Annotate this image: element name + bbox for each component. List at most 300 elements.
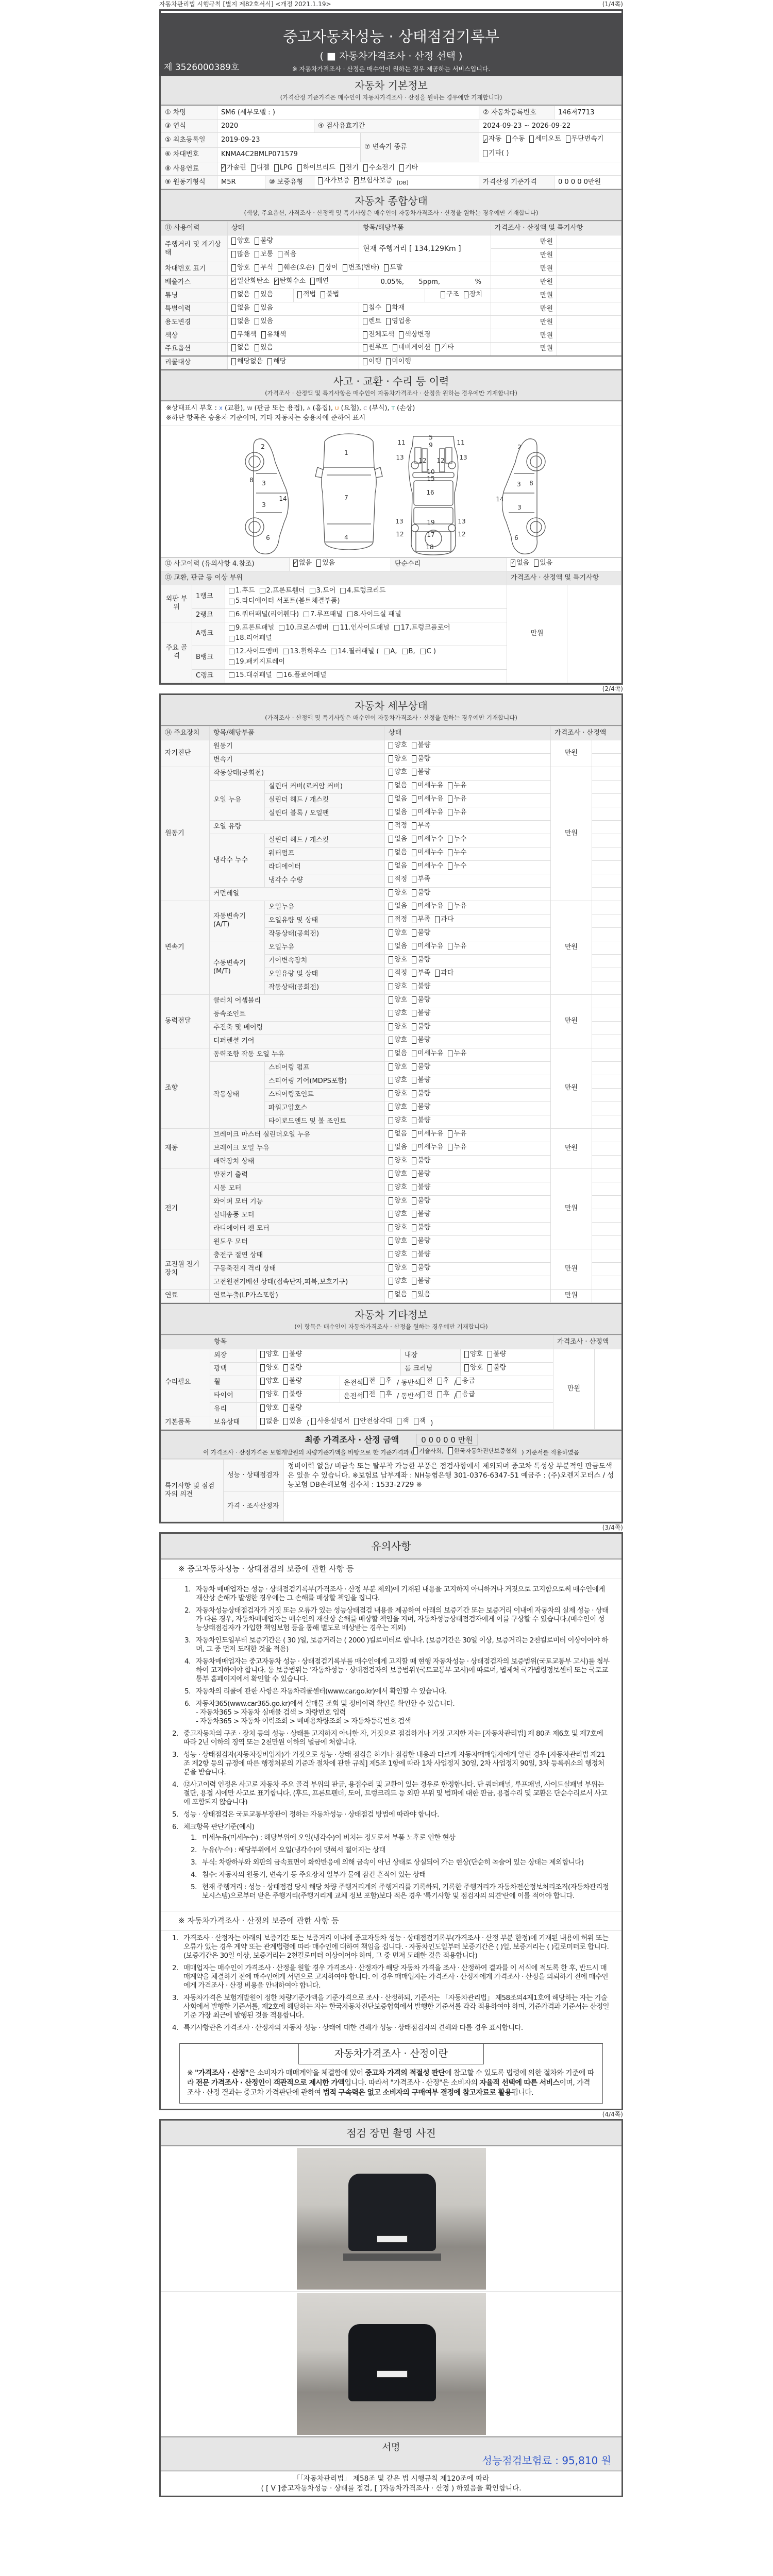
checkbox[interactable] xyxy=(229,625,234,631)
checkbox-option[interactable] xyxy=(386,317,411,326)
checkbox-option[interactable] xyxy=(483,133,501,145)
checkbox[interactable] xyxy=(412,943,416,950)
checkbox-option[interactable] xyxy=(389,1009,407,1018)
checkbox[interactable] xyxy=(389,849,393,856)
checkbox-option[interactable] xyxy=(414,1417,426,1426)
checkbox[interactable] xyxy=(221,164,226,172)
checkbox-option[interactable] xyxy=(389,1197,407,1205)
checkbox[interactable] xyxy=(389,1184,393,1191)
checkbox[interactable] xyxy=(316,560,321,567)
checkbox[interactable] xyxy=(389,1157,393,1164)
price-note[interactable] xyxy=(592,1088,621,1101)
price-note[interactable] xyxy=(557,276,621,289)
checkbox-option[interactable] xyxy=(389,835,407,843)
checkbox[interactable] xyxy=(231,291,236,298)
checkbox-option[interactable] xyxy=(260,586,305,596)
checkbox-option[interactable] xyxy=(389,1291,407,1299)
checkbox[interactable] xyxy=(380,1378,384,1385)
checkbox[interactable] xyxy=(389,1037,393,1044)
price-note[interactable] xyxy=(592,847,621,860)
checkbox-option[interactable] xyxy=(389,1277,407,1285)
price-note[interactable] xyxy=(592,1168,621,1182)
checkbox[interactable] xyxy=(412,1130,416,1138)
checkbox-option[interactable] xyxy=(412,1103,430,1111)
checkbox[interactable] xyxy=(231,331,236,338)
price-note[interactable] xyxy=(557,249,621,262)
checkbox[interactable] xyxy=(231,358,236,365)
checkbox-option[interactable] xyxy=(274,277,306,285)
checkbox-option[interactable] xyxy=(310,277,329,285)
checkbox-option[interactable] xyxy=(231,277,270,285)
checkbox-option[interactable] xyxy=(412,1009,430,1018)
checkbox-option[interactable] xyxy=(421,1377,433,1385)
checkbox-option[interactable] xyxy=(278,250,296,259)
checkbox-option[interactable] xyxy=(464,291,482,299)
checkbox[interactable] xyxy=(343,264,347,272)
checkbox[interactable] xyxy=(412,956,416,963)
checkbox-option[interactable] xyxy=(229,647,278,656)
checkbox-option[interactable] xyxy=(343,264,379,272)
checkbox-option[interactable] xyxy=(389,942,407,951)
checkbox[interactable] xyxy=(380,1391,384,1398)
checkbox-option[interactable] xyxy=(274,164,293,172)
checkbox-option[interactable] xyxy=(384,647,397,656)
checkbox[interactable] xyxy=(448,903,452,910)
checkbox[interactable] xyxy=(412,1037,416,1044)
checkbox[interactable] xyxy=(421,1391,425,1398)
checkbox-option[interactable] xyxy=(412,969,430,977)
checkbox[interactable] xyxy=(412,755,416,762)
checkbox[interactable] xyxy=(279,625,284,631)
checkbox-option[interactable] xyxy=(389,1210,407,1218)
checkbox[interactable] xyxy=(389,809,393,816)
checkbox-option[interactable] xyxy=(386,358,411,366)
checkbox[interactable] xyxy=(448,862,452,870)
checkbox[interactable] xyxy=(448,849,452,856)
checkbox[interactable] xyxy=(274,278,279,285)
checkbox-option[interactable] xyxy=(229,657,285,667)
checkbox-option[interactable] xyxy=(412,1090,430,1098)
checkbox[interactable] xyxy=(229,612,234,617)
checkbox-option[interactable] xyxy=(311,1417,349,1426)
checkbox[interactable] xyxy=(412,1224,416,1231)
checkbox[interactable] xyxy=(488,1364,492,1371)
checkbox-option[interactable] xyxy=(412,835,443,843)
price-note[interactable] xyxy=(592,1048,621,1061)
checkbox[interactable] xyxy=(255,251,259,258)
checkbox[interactable] xyxy=(389,929,393,937)
checkbox-option[interactable] xyxy=(283,1404,302,1412)
checkbox[interactable] xyxy=(310,588,315,594)
price-note[interactable] xyxy=(592,1276,621,1289)
checkbox[interactable] xyxy=(229,659,234,665)
checkbox-option[interactable] xyxy=(412,822,430,830)
checkbox-option[interactable] xyxy=(412,996,430,1004)
checkbox-option[interactable] xyxy=(448,782,466,790)
checkbox[interactable] xyxy=(389,769,393,776)
price-note[interactable] xyxy=(592,1128,621,1142)
checkbox[interactable] xyxy=(386,304,391,312)
checkbox-option[interactable] xyxy=(566,133,604,145)
checkbox-option[interactable] xyxy=(389,1103,407,1111)
checkbox-option[interactable] xyxy=(412,1250,430,1259)
checkbox-option[interactable] xyxy=(488,1350,506,1359)
checkbox[interactable] xyxy=(389,889,393,896)
appraiser-opinion[interactable] xyxy=(284,1492,621,1521)
checkbox-option[interactable] xyxy=(389,1224,407,1232)
checkbox-option[interactable] xyxy=(412,795,443,803)
checkbox-option[interactable] xyxy=(363,317,381,326)
price-note[interactable] xyxy=(592,1155,621,1168)
checkbox-option[interactable] xyxy=(389,782,407,790)
price-note[interactable] xyxy=(557,302,621,316)
checkbox-option[interactable] xyxy=(448,835,466,843)
checkbox[interactable] xyxy=(483,135,488,143)
checkbox[interactable] xyxy=(255,291,259,298)
checkbox[interactable] xyxy=(412,795,416,803)
checkbox-option[interactable] xyxy=(464,1364,483,1372)
checkbox[interactable] xyxy=(412,1010,416,1017)
checkbox[interactable] xyxy=(384,649,390,654)
checkbox[interactable] xyxy=(412,1291,416,1298)
checkbox-option[interactable] xyxy=(412,1023,430,1031)
checkbox-option[interactable] xyxy=(389,862,407,870)
checkbox-option[interactable] xyxy=(389,902,407,910)
checkbox-option[interactable] xyxy=(255,304,273,312)
checkbox-option[interactable] xyxy=(412,849,443,857)
price-note[interactable] xyxy=(557,262,621,276)
checkbox[interactable] xyxy=(229,649,234,654)
checkbox[interactable] xyxy=(529,135,534,143)
checkbox[interactable] xyxy=(402,649,408,654)
checkbox-option[interactable] xyxy=(389,929,407,937)
checkbox-option[interactable] xyxy=(412,916,430,924)
price-note[interactable] xyxy=(592,1209,621,1222)
checkbox[interactable] xyxy=(412,1211,416,1218)
checkbox[interactable] xyxy=(412,889,416,896)
price-note[interactable] xyxy=(592,1101,621,1115)
checkbox[interactable] xyxy=(389,1144,393,1151)
checkbox[interactable] xyxy=(412,769,416,776)
checkbox-option[interactable] xyxy=(389,808,407,817)
checkbox[interactable] xyxy=(412,1278,416,1285)
checkbox-option[interactable] xyxy=(412,1130,443,1138)
checkbox[interactable] xyxy=(311,1418,316,1425)
checkbox[interactable] xyxy=(412,983,416,990)
price-note[interactable] xyxy=(592,914,621,927)
price-note[interactable] xyxy=(592,1262,621,1276)
checkbox-option[interactable] xyxy=(260,1377,279,1385)
price-note[interactable] xyxy=(592,793,621,807)
checkbox[interactable] xyxy=(260,1391,265,1398)
checkbox[interactable] xyxy=(260,1378,265,1385)
price-note[interactable] xyxy=(595,1349,621,1429)
checkbox[interactable] xyxy=(412,1090,416,1097)
checkbox[interactable] xyxy=(483,150,488,157)
checkbox-option[interactable] xyxy=(255,237,273,245)
checkbox-option[interactable] xyxy=(412,1036,430,1044)
checkbox[interactable] xyxy=(457,1378,461,1385)
checkbox-option[interactable] xyxy=(389,1157,407,1165)
checkbox-option[interactable] xyxy=(448,808,466,817)
checkbox[interactable] xyxy=(448,1447,453,1454)
checkbox-option[interactable] xyxy=(260,1417,279,1426)
checkbox-option[interactable] xyxy=(229,671,272,680)
checkbox-option[interactable] xyxy=(435,344,453,352)
price-note[interactable] xyxy=(557,235,621,249)
checkbox[interactable] xyxy=(260,1418,265,1425)
checkbox-option[interactable] xyxy=(283,1350,302,1359)
checkbox[interactable] xyxy=(412,1197,416,1205)
checkbox-option[interactable] xyxy=(380,1391,392,1399)
checkbox-option[interactable] xyxy=(363,1391,376,1399)
checkbox[interactable] xyxy=(412,1238,416,1245)
checkbox-option[interactable] xyxy=(448,942,466,951)
price-note[interactable] xyxy=(592,1195,621,1209)
checkbox[interactable] xyxy=(438,1391,442,1398)
price-note[interactable] xyxy=(592,767,621,780)
checkbox[interactable] xyxy=(260,588,265,594)
checkbox-option[interactable] xyxy=(534,559,552,567)
checkbox-option[interactable] xyxy=(221,164,246,172)
checkbox[interactable] xyxy=(297,291,302,298)
checkbox[interactable] xyxy=(363,1391,368,1398)
checkbox[interactable] xyxy=(412,1157,416,1164)
checkbox-option[interactable] xyxy=(412,982,430,991)
checkbox[interactable] xyxy=(321,291,325,298)
checkbox-option[interactable] xyxy=(393,344,431,352)
checkbox[interactable] xyxy=(260,1364,265,1371)
checkbox-option[interactable] xyxy=(448,1130,466,1138)
checkbox[interactable] xyxy=(448,1130,452,1138)
checkbox-option[interactable] xyxy=(297,164,335,172)
checkbox[interactable] xyxy=(412,1117,416,1124)
checkbox[interactable] xyxy=(457,1391,461,1398)
checkbox-option[interactable] xyxy=(293,559,312,567)
checkbox[interactable] xyxy=(412,1171,416,1178)
price-note[interactable] xyxy=(592,1182,621,1195)
checkbox-option[interactable] xyxy=(363,164,395,172)
checkbox-option[interactable] xyxy=(255,317,273,326)
checkbox[interactable] xyxy=(412,996,416,1004)
checkbox[interactable] xyxy=(278,264,282,272)
checkbox[interactable] xyxy=(231,264,236,272)
checkbox[interactable] xyxy=(320,264,324,272)
checkbox[interactable] xyxy=(389,1063,393,1071)
checkbox[interactable] xyxy=(412,782,416,789)
checkbox[interactable] xyxy=(420,649,426,654)
checkbox-option[interactable] xyxy=(511,559,529,567)
checkbox[interactable] xyxy=(399,331,404,338)
checkbox-option[interactable] xyxy=(283,1377,302,1385)
checkbox[interactable] xyxy=(412,1264,416,1272)
price-note[interactable] xyxy=(592,860,621,874)
checkbox[interactable] xyxy=(412,1023,416,1030)
checkbox[interactable] xyxy=(363,304,367,312)
price-note[interactable] xyxy=(592,834,621,847)
checkbox-option[interactable] xyxy=(229,610,299,619)
price-note[interactable] xyxy=(592,994,621,1008)
checkbox[interactable] xyxy=(340,164,345,172)
checkbox[interactable] xyxy=(412,1077,416,1084)
checkbox[interactable] xyxy=(389,1104,393,1111)
checkbox-option[interactable] xyxy=(283,1417,302,1426)
price-note[interactable] xyxy=(557,316,621,329)
checkbox-option[interactable] xyxy=(229,597,340,606)
checkbox-option[interactable] xyxy=(441,291,459,299)
checkbox[interactable] xyxy=(231,318,236,325)
checkbox[interactable] xyxy=(412,836,416,843)
checkbox-option[interactable] xyxy=(412,1076,430,1084)
checkbox-option[interactable] xyxy=(389,1076,407,1084)
checkbox-option[interactable] xyxy=(321,291,339,299)
price-note[interactable] xyxy=(592,927,621,941)
checkbox[interactable] xyxy=(255,344,259,351)
checkbox[interactable] xyxy=(389,1171,393,1178)
checkbox[interactable] xyxy=(412,1184,416,1191)
price-note[interactable] xyxy=(592,1249,621,1262)
checkbox-option[interactable] xyxy=(261,331,287,339)
checkbox[interactable] xyxy=(389,1264,393,1272)
checkbox[interactable] xyxy=(438,1378,442,1385)
checkbox[interactable] xyxy=(229,636,234,641)
checkbox-option[interactable] xyxy=(389,1183,407,1192)
checkbox-option[interactable] xyxy=(412,1116,430,1125)
checkbox-option[interactable] xyxy=(435,916,453,924)
checkbox[interactable] xyxy=(318,177,323,184)
checkbox[interactable] xyxy=(283,1404,288,1412)
checkbox-option[interactable] xyxy=(389,1116,407,1125)
checkbox-option[interactable] xyxy=(340,586,385,596)
checkbox[interactable] xyxy=(393,344,397,351)
checkbox-option[interactable] xyxy=(283,1391,302,1399)
checkbox-option[interactable] xyxy=(399,331,430,339)
checkbox-option[interactable] xyxy=(297,291,316,299)
checkbox-option[interactable] xyxy=(231,317,250,326)
checkbox[interactable] xyxy=(389,1050,393,1057)
checkbox-option[interactable] xyxy=(229,634,272,643)
checkbox[interactable] xyxy=(412,862,416,870)
checkbox[interactable] xyxy=(261,331,266,338)
checkbox-option[interactable] xyxy=(255,291,273,299)
checkbox-option[interactable] xyxy=(389,1170,407,1178)
checkbox[interactable] xyxy=(229,599,234,604)
checkbox[interactable] xyxy=(231,344,236,351)
checkbox-option[interactable] xyxy=(278,264,314,272)
checkbox[interactable] xyxy=(389,1010,393,1017)
checkbox[interactable] xyxy=(412,822,416,829)
checkbox-option[interactable] xyxy=(389,822,407,830)
checkbox[interactable] xyxy=(389,1251,393,1258)
checkbox-option[interactable] xyxy=(333,623,390,633)
checkbox[interactable] xyxy=(389,943,393,950)
price-note[interactable] xyxy=(592,901,621,914)
checkbox-option[interactable] xyxy=(231,344,250,352)
checkbox[interactable] xyxy=(255,264,259,272)
checkbox-option[interactable] xyxy=(363,331,394,339)
checkbox-option[interactable] xyxy=(412,768,430,776)
checkbox-option[interactable] xyxy=(260,1391,279,1399)
checkbox-option[interactable] xyxy=(412,741,430,750)
price-note[interactable] xyxy=(592,780,621,793)
checkbox[interactable] xyxy=(267,358,272,365)
price-note[interactable] xyxy=(592,1008,621,1021)
checkbox[interactable] xyxy=(260,1351,265,1358)
checkbox[interactable] xyxy=(384,264,389,272)
checkbox[interactable] xyxy=(304,612,309,617)
checkbox-option[interactable] xyxy=(389,1049,407,1058)
checkbox[interactable] xyxy=(293,560,298,567)
checkbox-option[interactable] xyxy=(438,1391,450,1399)
checkbox[interactable] xyxy=(255,304,259,312)
price-note[interactable] xyxy=(592,981,621,994)
checkbox[interactable] xyxy=(389,903,393,910)
checkbox-option[interactable] xyxy=(255,250,273,259)
checkbox-option[interactable] xyxy=(389,956,407,964)
checkbox-option[interactable] xyxy=(389,1143,407,1151)
checkbox-option[interactable] xyxy=(413,1447,444,1455)
checkbox-option[interactable] xyxy=(389,1023,407,1031)
checkbox[interactable] xyxy=(363,164,368,172)
checkbox-option[interactable] xyxy=(448,902,466,910)
checkbox-option[interactable] xyxy=(397,1417,409,1426)
checkbox-option[interactable] xyxy=(251,164,270,172)
price-note[interactable] xyxy=(567,585,621,683)
checkbox-option[interactable] xyxy=(389,795,407,803)
checkbox-option[interactable] xyxy=(389,1264,407,1272)
checkbox[interactable] xyxy=(389,1130,393,1138)
checkbox[interactable] xyxy=(363,318,367,325)
price-note[interactable] xyxy=(592,820,621,834)
checkbox[interactable] xyxy=(389,876,393,883)
checkbox[interactable] xyxy=(283,1418,288,1425)
checkbox-option[interactable] xyxy=(438,1377,450,1385)
price-note[interactable] xyxy=(592,1035,621,1048)
checkbox-option[interactable] xyxy=(412,1049,443,1058)
checkbox-option[interactable] xyxy=(279,623,328,633)
checkbox[interactable] xyxy=(386,358,391,365)
checkbox-option[interactable] xyxy=(448,1143,466,1151)
checkbox-option[interactable] xyxy=(260,1350,279,1359)
checkbox-option[interactable] xyxy=(231,304,250,312)
checkbox-option[interactable] xyxy=(318,177,349,185)
checkbox-option[interactable] xyxy=(394,623,450,633)
checkbox[interactable] xyxy=(448,943,452,950)
checkbox[interactable] xyxy=(363,344,367,351)
checkbox-option[interactable] xyxy=(363,344,388,352)
checkbox[interactable] xyxy=(274,164,279,172)
checkbox-option[interactable] xyxy=(412,1157,430,1165)
checkbox-option[interactable] xyxy=(412,875,430,884)
checkbox[interactable] xyxy=(435,344,440,351)
checkbox-option[interactable] xyxy=(267,358,286,366)
price-note[interactable] xyxy=(592,1075,621,1088)
checkbox-option[interactable] xyxy=(231,358,263,366)
price-note[interactable] xyxy=(557,343,621,356)
checkbox-option[interactable] xyxy=(316,559,335,567)
checkbox-option[interactable] xyxy=(399,164,418,172)
checkbox[interactable] xyxy=(389,1090,393,1097)
price-note[interactable] xyxy=(592,1235,621,1249)
price-note[interactable] xyxy=(592,968,621,981)
checkbox-option[interactable] xyxy=(389,741,407,750)
checkbox[interactable] xyxy=(414,1418,418,1425)
checkbox[interactable] xyxy=(283,1351,288,1358)
checkbox[interactable] xyxy=(340,588,346,594)
checkbox-option[interactable] xyxy=(412,942,443,951)
checkbox-option[interactable] xyxy=(412,755,430,763)
checkbox-option[interactable] xyxy=(354,1417,392,1426)
